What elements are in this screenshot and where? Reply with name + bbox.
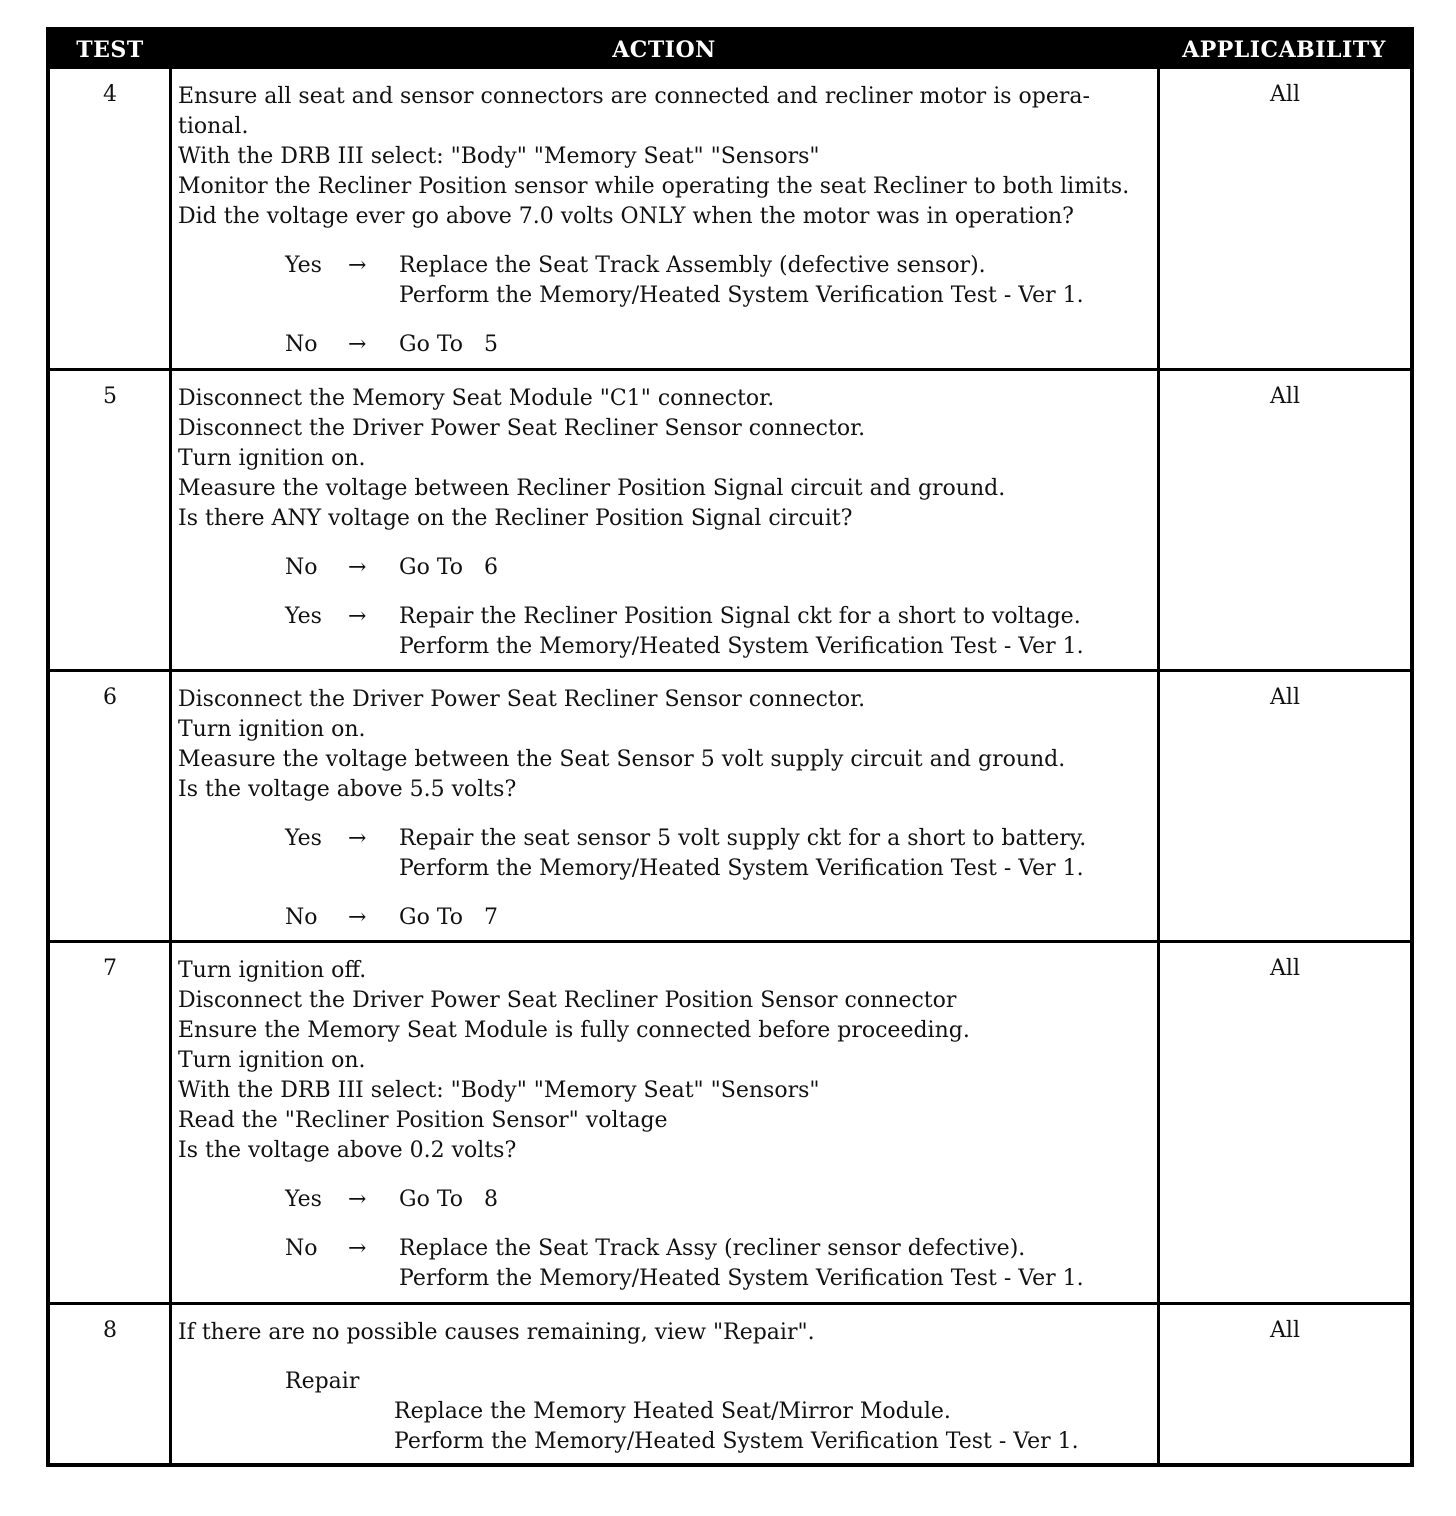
action-line: Did the voltage ever go above 7.0 volts ONLY when the motor was in operation? bbox=[178, 204, 1074, 229]
table-row-test-8 bbox=[50, 1305, 1410, 1463]
response-line: Repair the Recliner Position Signal ckt for a short to voltage. bbox=[399, 604, 1081, 629]
response-answer: No bbox=[285, 905, 318, 930]
response-line: Perform the Memory/Heated System Verification Test - Ver 1. bbox=[399, 634, 1084, 659]
test-number: 8 bbox=[103, 1318, 117, 1343]
repair-line: Perform the Memory/Heated System Verification Test - Ver 1. bbox=[394, 1429, 1079, 1454]
table-row-test-4 bbox=[50, 69, 1410, 371]
table-row-test-5 bbox=[50, 371, 1410, 672]
header-action: ACTION bbox=[612, 37, 716, 63]
action-line: Disconnect the Driver Power Seat Recliner Position Sensor connector bbox=[178, 988, 957, 1013]
action-cell bbox=[178, 956, 1153, 1294]
action-line: Is the voltage above 0.2 volts? bbox=[178, 1138, 517, 1163]
action-line: Read the "Recliner Position Sensor" voltage bbox=[178, 1108, 668, 1133]
response-line: Perform the Memory/Heated System Verification Test - Ver 1. bbox=[399, 283, 1084, 308]
response-line: Go To 5 bbox=[399, 332, 498, 357]
action-line: Measure the voltage between Recliner Position Signal circuit and ground. bbox=[178, 476, 1006, 501]
action-line: Disconnect the Memory Seat Module "C1" connector. bbox=[178, 386, 775, 411]
action-cell bbox=[178, 1318, 1153, 1457]
test-number: 7 bbox=[103, 956, 117, 981]
response-answer: Yes bbox=[285, 1187, 322, 1212]
response-line: Perform the Memory/Heated System Verification Test - Ver 1. bbox=[399, 856, 1084, 881]
arrow-icon: → bbox=[348, 332, 367, 357]
repair-line: Replace the Memory Heated Seat/Mirror Module. bbox=[394, 1399, 951, 1424]
response-answer: No bbox=[285, 555, 318, 580]
action-cell bbox=[178, 82, 1153, 360]
response-line: Replace the Seat Track Assy (recliner sensor defective). bbox=[399, 1236, 1026, 1261]
response-answer: No bbox=[285, 1236, 318, 1261]
action-line: Is the voltage above 5.5 volts? bbox=[178, 777, 517, 802]
header-applicability: APPLICABILITY bbox=[1182, 37, 1386, 63]
action-line: tional. bbox=[178, 114, 249, 139]
response-line: Go To 8 bbox=[399, 1187, 498, 1212]
header-test: TEST bbox=[76, 37, 144, 63]
action-line: Turn ignition off. bbox=[178, 958, 367, 983]
response-no bbox=[178, 553, 1153, 583]
response-no bbox=[178, 903, 1153, 933]
applicability-cell: All bbox=[1270, 1318, 1300, 1343]
action-line: With the DRB III select: "Body" "Memory Seat" "Sensors" bbox=[178, 144, 820, 169]
action-line: Ensure all seat and sensor connectors are connected and recliner motor is opera- bbox=[178, 84, 1090, 109]
action-line: Ensure the Memory Seat Module is fully connected before proceeding. bbox=[178, 1018, 970, 1043]
table-header bbox=[50, 31, 1410, 69]
action-line: Disconnect the Driver Power Seat Recliner Sensor connector. bbox=[178, 687, 866, 712]
response-line: Replace the Seat Track Assembly (defective sensor). bbox=[399, 253, 986, 278]
repair-label: Repair bbox=[285, 1369, 360, 1394]
table-row-test-7 bbox=[50, 943, 1410, 1305]
applicability-cell: All bbox=[1270, 956, 1300, 981]
response-yes bbox=[178, 602, 1153, 662]
arrow-icon: → bbox=[348, 826, 367, 851]
action-cell bbox=[178, 384, 1153, 662]
test-number: 5 bbox=[103, 384, 117, 409]
action-line: If there are no possible causes remaining, view "Repair". bbox=[178, 1320, 815, 1345]
arrow-icon: → bbox=[348, 1236, 367, 1261]
table-row-test-6 bbox=[50, 672, 1410, 943]
applicability-cell: All bbox=[1270, 685, 1300, 710]
response-answer: Yes bbox=[285, 253, 322, 278]
response-line: Repair the seat sensor 5 volt supply ckt for a short to battery. bbox=[399, 826, 1087, 851]
response-yes bbox=[178, 1185, 1153, 1215]
action-line: Disconnect the Driver Power Seat Recliner Sensor connector. bbox=[178, 416, 866, 441]
action-line: Turn ignition on. bbox=[178, 717, 366, 742]
response-yes bbox=[178, 824, 1153, 884]
response-yes bbox=[178, 251, 1153, 311]
response-answer: Yes bbox=[285, 826, 322, 851]
action-line: Monitor the Recliner Position sensor while operating the seat Recliner to both limits. bbox=[178, 174, 1130, 199]
arrow-icon: → bbox=[348, 1187, 367, 1212]
response-line: Go To 6 bbox=[399, 555, 498, 580]
arrow-icon: → bbox=[348, 905, 367, 930]
response-line: Perform the Memory/Heated System Verification Test - Ver 1. bbox=[399, 1266, 1084, 1291]
action-line: With the DRB III select: "Body" "Memory Seat" "Sensors" bbox=[178, 1078, 820, 1103]
applicability-cell: All bbox=[1270, 82, 1300, 107]
action-line: Turn ignition on. bbox=[178, 1048, 366, 1073]
response-line: Go To 7 bbox=[399, 905, 498, 930]
response-no bbox=[178, 1234, 1153, 1294]
action-line: Is there ANY voltage on the Recliner Position Signal circuit? bbox=[178, 506, 853, 531]
response-no bbox=[178, 330, 1153, 360]
action-cell bbox=[178, 685, 1153, 933]
test-number: 6 bbox=[103, 685, 117, 710]
action-line: Measure the voltage between the Seat Sensor 5 volt supply circuit and ground. bbox=[178, 747, 1066, 772]
action-line: Turn ignition on. bbox=[178, 446, 366, 471]
response-answer: No bbox=[285, 332, 318, 357]
test-number: 4 bbox=[103, 82, 117, 107]
arrow-icon: → bbox=[348, 253, 367, 278]
diagnostic-table bbox=[46, 27, 1414, 1467]
arrow-icon: → bbox=[348, 604, 367, 629]
applicability-cell: All bbox=[1270, 384, 1300, 409]
response-answer: Yes bbox=[285, 604, 322, 629]
arrow-icon: → bbox=[348, 555, 367, 580]
